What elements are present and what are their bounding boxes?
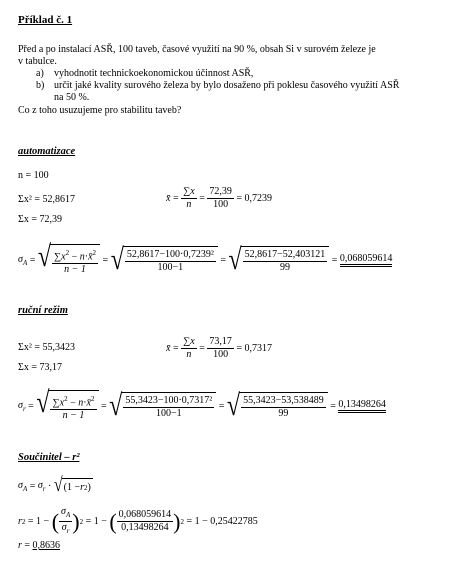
sd-formula-manual: $\sigma_r$ = √ $\frac{\sum x^2 - n\cdot x̄^2}{n - 1}$ = √ $\frac{\text{55,3423−100·0,7317²}}{100-1}$ = √ $\frac{55,3423-53,538489}{99}$ = 0,13498264	[18, 387, 386, 423]
mean-formula-manual: x̄ = $\frac{\sum x}{n}$ = $\frac{73,17}{100}$ = 0,7317	[166, 336, 272, 360]
r2-formula: r 2 = 1 − ( $\frac{\sigma_A}{\sigma_r}$ ) 2 = 1 − ( $\frac{0,068059614}{0,13498264}$ ) 2 = 1 − 0,25422785	[18, 506, 258, 535]
task-text-b-cont: na 50 %.	[54, 92, 90, 103]
mean-den-auto: 100	[213, 199, 229, 210]
sum-x2-auto: Σx² = 52,8617	[18, 194, 75, 205]
sum-x-manual: Σx = 73,17	[18, 362, 62, 373]
task-label-a: a)	[36, 68, 44, 79]
sd-result-auto: 0,068059614	[340, 253, 393, 267]
intro-line-1: Před a po instalací ASŘ, 100 taveb, časové využití na 90 %, obsah Si v surovém železe je	[18, 44, 376, 55]
r2-frac-den: 0,13498264	[121, 522, 169, 533]
r-result-line: r = 0,8636	[18, 540, 61, 551]
sd-den2-auto: 99	[279, 262, 290, 274]
task-item-b	[36, 80, 399, 91]
relation-formula: $\sigma_A$ = $\sigma_r$ · √ (1 − r 2 )	[18, 474, 91, 496]
sd-result-manual: 0,13498264	[338, 399, 386, 413]
mean-result-manual: = 0,7317	[236, 343, 272, 354]
task-text-b: určit jaké kvality surového železa by bylo dosaženo při poklesu časového využití ASŘ	[54, 80, 400, 91]
n-value: n = 100	[18, 170, 49, 181]
section-automatizace-heading: automatizace	[18, 146, 76, 157]
sum-x-auto: Σx = 72,39	[18, 214, 62, 225]
section-soucinitel-heading: Součinitel – r²	[18, 452, 80, 463]
sd-den1-manual: 100−1	[155, 408, 182, 420]
sd-formula-auto: $\sigma_A$ = √ $\frac{\sum x^2 - n\cdot x̄^2}{n - 1}$ = √ $\frac{\text{52,8617−100·0,7239²}}{100-1}$ = √ $\frac{52,8617-52,403121}{99}$ = 0,068059614	[18, 241, 393, 277]
mean-den-manual: 100	[213, 349, 229, 360]
question: Co z toho usuzujeme pro stabilitu taveb?	[18, 105, 182, 116]
sd-den2-manual: 99	[278, 408, 289, 420]
task-list	[36, 68, 399, 103]
r2-result: = 1 − 0,25422785	[186, 516, 258, 527]
task-label-b: b)	[36, 80, 45, 91]
sd-num1-auto: 52,8617−100·0,7239²	[126, 249, 214, 261]
mean-num-manual: 73,17	[209, 336, 232, 347]
page-title: Příklad č. 1	[18, 14, 73, 26]
mean-result-auto: = 0,7239	[236, 193, 272, 204]
sd-num1-manual: 55,3423−100·0,7317²	[125, 395, 213, 407]
mean-formula-auto: x̄ = $\frac{\sum x}{n}$ = $\frac{72,39}{100}$ = 0,7239	[166, 186, 272, 210]
r-value: 0,8636	[32, 540, 61, 551]
section-rucni-heading: ruční režim	[18, 305, 68, 316]
intro-line-2: v tabulce.	[18, 56, 57, 67]
mean-num-auto: 72,39	[209, 186, 232, 197]
sum-x2-manual: Σx² = 55,3423	[18, 342, 75, 353]
task-item-a	[36, 68, 399, 79]
sd-num2-auto: 52,8617−52,403121	[244, 249, 326, 261]
sd-num2-manual: 55,3423−53,538489	[243, 395, 324, 407]
task-text-a: vyhodnotit technickoekonomickou účinnost ASŘ,	[54, 68, 254, 79]
r2-frac-num: 0,068059614	[118, 509, 172, 520]
sd-den1-auto: 100−1	[157, 262, 184, 274]
